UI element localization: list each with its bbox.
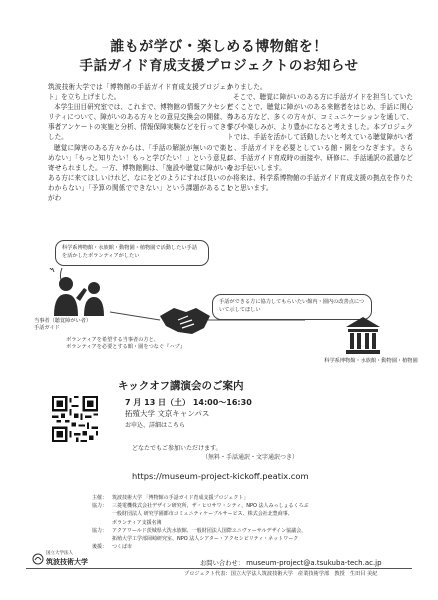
credit-key: 後援： bbox=[92, 544, 108, 551]
logo-name-text: 筑波技術大学 bbox=[46, 558, 88, 566]
registration-url-link[interactable]: https://museum-project-kickoff.peatix.com bbox=[132, 471, 309, 481]
credit-key bbox=[92, 519, 112, 527]
credit-row bbox=[92, 543, 392, 551]
credit-value: ボランティア支援名簿 bbox=[112, 519, 162, 526]
museum-building-icon bbox=[344, 315, 382, 355]
credit-key: 主催： bbox=[92, 495, 108, 501]
credit-value: 筑波技術大学 「博物館の手話ガイド育成支援プロジェクト」 bbox=[112, 495, 249, 501]
credit-row bbox=[92, 502, 392, 510]
credit-key bbox=[92, 535, 112, 543]
contact-info bbox=[200, 558, 382, 567]
speech-bubble-museum: 手話ができる方に協力してもらいたい館内・園内の改善点について示してほしい bbox=[212, 294, 372, 320]
body-paragraph: 聴覚に障害のある方々からは、「手話の解説が無いので楽しめない」「もっと知りたい！もっと学びたい！」という意見が寄せられました。一方、博物館側は、「施設や聴覚に障がいのある方に来てほしいけれど、なにをどのようにすれば良いのかわからない」「予算の関係でできない」という課題があることがわ bbox=[48, 143, 233, 203]
contact-email-link[interactable]: museum-project@a.tsukuba-tech.ac.jp bbox=[246, 559, 382, 567]
body-paragraph: 将来は、科学系博物館の手話ガイド育成支援の拠点を作りたいと思います。 bbox=[227, 173, 413, 192]
credit-row bbox=[92, 494, 392, 502]
university-logo bbox=[32, 551, 88, 567]
body-paragraph: そこで、聴覚に障がいのある方に手話ガイドを担当していただくことで、聴覚に障がいのある来館者をはじめ、手話に関心のある方など、多くの方々が、コミュニケーションを通して、学びや楽しみが、より豊かになると考えました。本プロジェクトでは、手話を活かして活動したいと考えている聴覚障がい者と、手話ガイドを必要としている館・園をつなぎます。さらに、手話ガイド育成時の面接や、研修に、手話通訳の派遣などをお手伝いします。 bbox=[227, 93, 413, 172]
credits-list bbox=[92, 494, 392, 551]
credit-key: 協力： bbox=[92, 527, 108, 534]
project-representative: プロジェクト代表：国立大学法人筑波技術大学 産業技術学部 教授 生田目 美紀 bbox=[184, 571, 378, 577]
footer-divider bbox=[26, 568, 412, 569]
credit-key bbox=[92, 510, 112, 518]
credit-value: 一般財団法人 研究学園都市コミュニティケーブルサービス、株式会社北豊商事、 bbox=[112, 511, 293, 518]
title-line-1: 誰もが学び・楽しめる博物館を！ bbox=[110, 39, 328, 55]
kickoff-section-title: キックオフ講演会のご案内 bbox=[118, 380, 244, 392]
body-right-column bbox=[227, 82, 413, 193]
credit-row bbox=[92, 510, 392, 518]
free-interpretation-note: （無料・手話通訳・文字通訳つき） bbox=[202, 454, 299, 461]
apply-details-label: お申込、詳細はこちら bbox=[125, 422, 186, 429]
logo-small-text: 国立大学法人 bbox=[46, 551, 73, 556]
credit-row bbox=[92, 519, 392, 527]
event-venue: 拓殖大学 文京キャンパス bbox=[125, 409, 210, 418]
hub-label-line: ボランティアを必要とする館・園をつなぐ『ハブ』 bbox=[66, 344, 185, 350]
credit-key: 協力： bbox=[92, 503, 108, 510]
signer-label-line: 手話ガイド bbox=[34, 325, 60, 331]
credit-value: 拓殖大学工学部岡崎研究室、NPO 法人シアター・アクセシビリティ・ネットワーク bbox=[112, 536, 299, 543]
speech-bubble-signer: 科学系博物館・水族館・動物園・植物園で活動したい手話を活かしたボランティアがしたい bbox=[55, 240, 209, 266]
hub-label bbox=[66, 337, 186, 351]
handshake-icon bbox=[158, 302, 212, 340]
contact-label: お問い合わせ： bbox=[200, 560, 245, 567]
event-date: 7 月 13 日（土） 14:00～16:30 bbox=[125, 398, 252, 407]
museum-label: 科学系博物館・水族館・動物園・植物園 bbox=[324, 358, 418, 364]
body-left-column bbox=[48, 82, 233, 203]
credit-row bbox=[92, 535, 392, 543]
credit-row bbox=[92, 527, 392, 535]
credit-value: 三菱電機株式会社デザイン研究所、ザ・ヒロサワ・シティ、NPO 法人みっしょるくろぶ bbox=[112, 503, 309, 510]
university-emblem-icon bbox=[32, 553, 44, 565]
title-line-2: 手話ガイド育成支援プロジェクトのお知らせ bbox=[79, 58, 359, 74]
qr-code-icon[interactable] bbox=[52, 396, 98, 442]
credit-value: アクアワールド茨城県大洗水族館、一般財団法人国際ユニヴァーサルデザイン協議会、 bbox=[112, 527, 307, 534]
body-paragraph: 筑波技術大学では「博物館の手話ガイド育成支援プロジェクト」を立ち上げました。 bbox=[48, 83, 233, 102]
body-paragraph: 本学生田目研究室では、これまで、博物館の情報アクセシビリティについて、障がいのある方々との意見交換会の開催、当事者アンケートの実施と分析、情報保障実験などを行ってきました。 bbox=[48, 103, 233, 142]
credit-value: つくば市 bbox=[112, 544, 133, 551]
participation-note: どなたでもご参加いただけます。 bbox=[132, 445, 222, 452]
hub-label-line: ボランティアを希望する当事者の方と、 bbox=[66, 337, 159, 343]
body-paragraph: かりました。 bbox=[227, 83, 267, 91]
signer-label-line: 当事者（聴覚障がい者） bbox=[34, 318, 92, 324]
